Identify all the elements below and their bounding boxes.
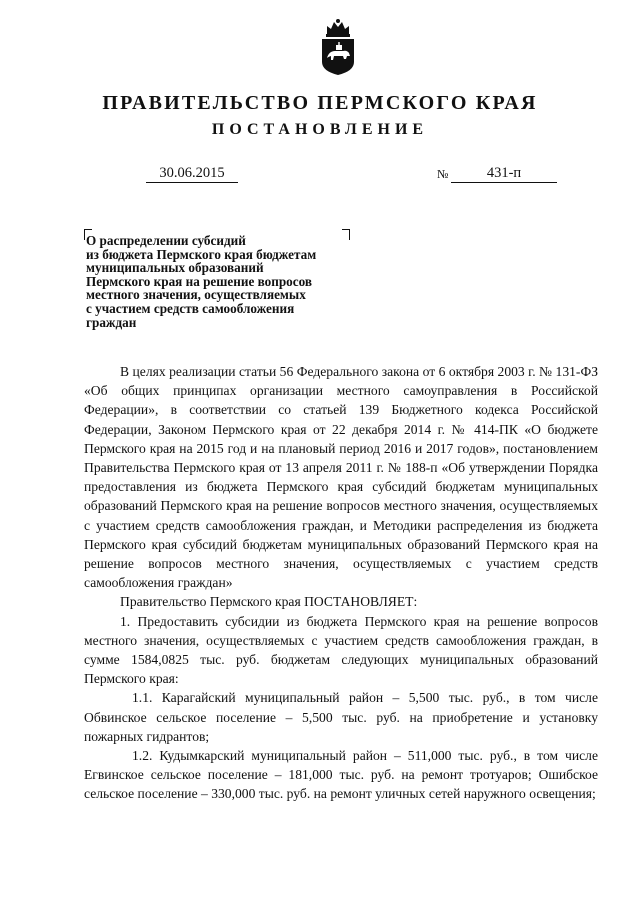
- government-title: ПРАВИТЕЛЬСТВО ПЕРМСКОГО КРАЯ: [102, 92, 538, 114]
- item-1-1-paragraph: 1.1. Карагайский муниципальный район – 5,500 тыс. руб., в том числе Обвинское сельское поселение – 5,500 тыс. руб. на приобретение и установку пожарных гидрантов;: [84, 690, 598, 744]
- item-1-2-paragraph: 1.2. Кудымкарский муниципальный район – 511,000 тыс. руб., в том числе Егвинское сельское поселение – 181,000 тыс. руб. на ремонт тротуаров; Ошибское сельское поселение – 330,000 тыс. руб. на ремонт уличных сетей наружного освещения;: [84, 748, 598, 802]
- document-date: 30.06.2015: [146, 164, 238, 183]
- subject-line: О распределении субсидий: [86, 233, 246, 248]
- subject-line: местного значения, осуществляемых: [86, 287, 306, 303]
- coat-of-arms-icon: [319, 18, 357, 76]
- resolves-paragraph: Правительство Пермского края ПОСТАНОВЛЯЕТ:: [120, 594, 418, 610]
- subject-line: из бюджета Пермского края бюджетам: [86, 246, 317, 262]
- document-number: 431-п: [451, 164, 557, 183]
- document-body: [84, 362, 598, 804]
- subject-line: муниципальных образований: [86, 260, 264, 276]
- number-label: №: [437, 167, 449, 181]
- subject-line: граждан: [86, 314, 137, 330]
- preamble-paragraph: В целях реализации статьи 56 Федерального закона от 6 октября 2003 г. № 131-ФЗ «Об общих принципах организации местного самоуправления в Российской Федерации», в соответствии со статьей 139 Бюджетного кодекса Российской Федерации, Законом Пермского края от 22 декабря 2014 г. № 414-ПК «О бюджете Пермского края на 2015 год и на плановый период 2016 и 2017 годов», постановлением Правительства Пермского края от 13 апреля 2011 г. № 188-п «Об утверждении Порядка предоставления из бюджета Пермского края субсидий бюджетам муниципальных образований Пермского края на решение вопросов местного значения, осуществляемых с участием средств самообложения граждан, и Методики распределения из бюджета Пермского края субсидий бюджетам муниципальных образований Пермского края на решение вопросов местного значения, осуществляемых с участием средств самообложения граждан»: [84, 364, 598, 591]
- subject-line: с участием средств самообложения: [86, 300, 295, 316]
- subject-line: Пермского края на решение вопросов: [86, 273, 313, 289]
- document-type: ПОСТАНОВЛЕНИЕ: [211, 121, 429, 138]
- document-subject: [86, 234, 366, 329]
- item-1-paragraph: 1. Предоставить субсидии из бюджета Пермского края на решение вопросов местного значения, осуществляемых с участием средств самообложения граждан, в сумме 1584,0825 тыс. руб. бюджетам следующих муниципальных образований Пермского края:: [84, 613, 598, 687]
